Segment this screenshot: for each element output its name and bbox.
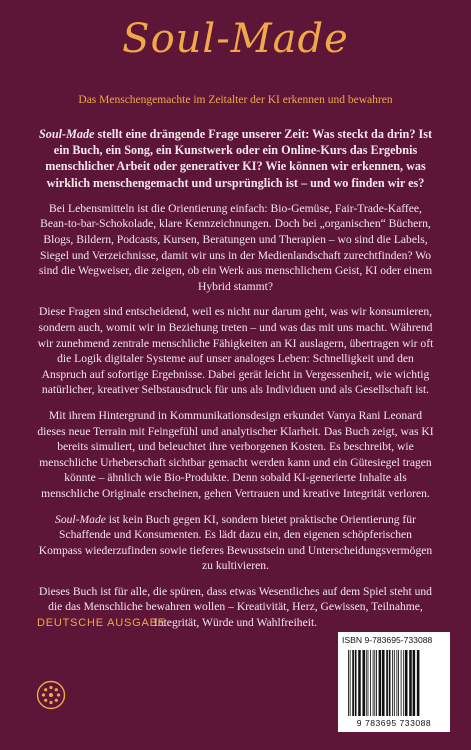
barcode-bar bbox=[386, 650, 388, 716]
barcode-bar bbox=[396, 650, 397, 716]
barcode-bar bbox=[405, 650, 408, 716]
barcode-bar bbox=[409, 650, 412, 716]
paragraph-closing: Dieses Buch ist für alle, die spüren, dass etwas Wesentliches auf dem Spiel steht und die das Menschliche bewahren wollen – Kreativität, Herz, Gewissen, Teilnahme, Integrität, Würde und Wahlfreiheit. bbox=[39, 584, 432, 630]
barcode-bar bbox=[376, 650, 377, 716]
barcode-bar bbox=[362, 650, 365, 716]
barcode-bar bbox=[413, 650, 416, 716]
paragraph-labels: Bei Lebensmitteln ist die Orientierung einfach: Bio-Gemüse, Fair-Trade-Kaffee, Bean-to-bar-Schokolade, klare Kennzeichnungen. Doch bei „organischen“ Büchern, Blogs, Bildern, Podcasts, Kursen, Beratungen und Therapien – wo sind die Labels, Siegel und Verzeichnisse, damit wir uns in der Medienlandschaft zurechtfinden? Wo sind die Wegweiser, die zeigen, ob ein Werk aus menschlichem Geist, KI oder einem Hybrid stammt? bbox=[38, 201, 433, 293]
lead-text: stellt eine drängende Frage unserer Zeit: Was steckt da drin? Ist ein Buch, ein Song, ein Kunstwerk oder ein Online-Kurs das Ergebnis menschlicher Arbeit oder generativer KI? Wie können wir erkennen, was wirklich menschengemacht und ursprünglich ist – und wo finden wir es? bbox=[45, 127, 433, 190]
paragraph-purpose bbox=[37, 512, 434, 574]
isbn-label: ISBN 9-783695-733088 bbox=[342, 635, 433, 645]
blurb bbox=[37, 126, 434, 641]
edition-label: DEUTSCHE AUSGABE bbox=[37, 617, 166, 629]
barcode-bar bbox=[355, 650, 357, 716]
barcode-bar bbox=[368, 650, 369, 716]
barcode-bar bbox=[352, 650, 354, 716]
book-title: Soul-Made bbox=[122, 16, 349, 62]
paragraph-author: Mit ihrem Hintergrund in Kommunikationsdesign erkundet Vanya Rani Leonard dieses neue Terrain mit Feingefühl und analytischer Klarheit. Das Buch zeigt, was KI bereits simuliert, und beleuchtet ihre verborgenen Kosten. Es beschreibt, wie menschliche Urheberschaft sichtbar gemacht werden kann und ein Gütesiegel tragen könnte – ähnlich wie Bio-Produkte. Denn sobald KI-generierte Inhalte als menschliche Originale erscheinen, gehen Vertrauen und kreative Integrität verloren. bbox=[37, 408, 434, 500]
para5-title: Soul-Made bbox=[55, 512, 106, 526]
barcode-bar bbox=[401, 650, 402, 716]
barcode-bar bbox=[394, 650, 395, 716]
para5-text: ist kein Buch gegen KI, sondern bietet praktische Orientierung für Schaffende und Konsumenten. Es lädt dazu ein, den eigenen schöpferischen Kompass wiederzufinden sowie tieferes Bewusstsein und Unterscheidungsvermögen zu kultivieren. bbox=[38, 512, 433, 573]
barcode-bar bbox=[389, 650, 391, 716]
barcode bbox=[338, 632, 450, 732]
barcode-bar bbox=[398, 650, 399, 716]
barcode-bar bbox=[370, 650, 371, 716]
barcode-bar bbox=[358, 650, 361, 716]
barcode-bars bbox=[348, 650, 440, 716]
lead-title: Soul-Made bbox=[38, 127, 95, 141]
barcode-bar bbox=[350, 650, 351, 716]
barcode-bar bbox=[417, 650, 420, 716]
barcode-bar bbox=[374, 650, 375, 716]
circular-rosette-icon bbox=[36, 680, 66, 710]
barcode-bar bbox=[366, 650, 367, 716]
barcode-bar bbox=[348, 650, 349, 716]
book-subtitle: Das Menschengemachte im Zeitalter der KI erkennen und bewahren bbox=[78, 94, 393, 106]
barcode-bar bbox=[373, 650, 374, 716]
barcode-bar bbox=[382, 650, 385, 716]
barcode-bar bbox=[392, 650, 393, 716]
barcode-bar bbox=[403, 650, 404, 716]
barcode-bar bbox=[379, 650, 382, 716]
lead-paragraph bbox=[37, 126, 434, 191]
paragraph-questions: Diese Fragen sind entscheidend, weil es nicht nur darum geht, was wir konsumieren, sondern auch, womit wir in Beziehung treten – und was das mit uns macht. Während wir zunehmend zentrale menschliche Fähigkeiten an KI auslagern, übertragen wir oft die Logik digitaler Systeme auf unser analoges Leben: Schnelligkeit und den Anspruch auf sofortige Ergebnisse. Dabei gerät leicht in Vergessenheit, wie wichtig natürlicher, kreativer Selbstausdruck für uns als Individuen und als Gesellschaft ist. bbox=[37, 305, 434, 397]
isbn-digits: 9 783695 733088 bbox=[356, 718, 432, 728]
